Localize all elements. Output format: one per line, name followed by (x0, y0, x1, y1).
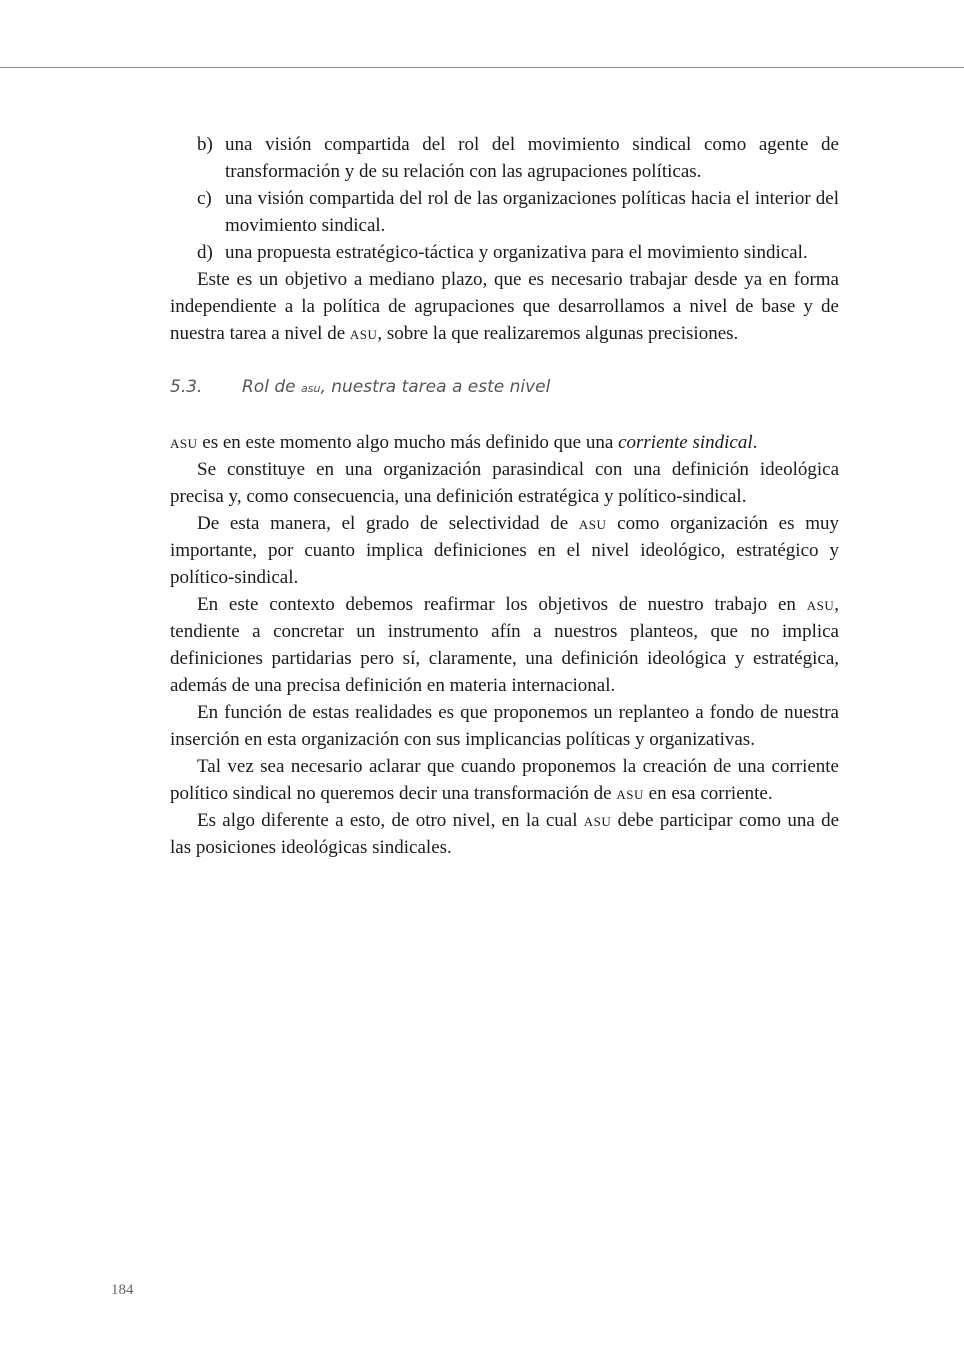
intro-paragraph (170, 266, 839, 347)
text-run: Rol de (242, 377, 301, 397)
text-run: , sobre la que realizaremos algunas precisiones. (377, 323, 739, 344)
paragraph-1 (170, 429, 839, 456)
acronym: asu (170, 432, 198, 453)
list-marker: d) (197, 242, 213, 263)
paragraph-4 (170, 591, 839, 699)
page-body (170, 131, 839, 861)
list-item-text: una visión compartida del rol del movimiento sindical como agente de transformación y de su relación con las agrupaciones políticas. (225, 134, 839, 182)
section-heading (170, 374, 839, 402)
text-run: Este es un objetivo a mediano plazo, que es necesario trabajar desde ya en forma independiente a la política de agrupaciones que desarrollamos a nivel de base y de nuestra tarea a nivel de (170, 269, 839, 344)
paragraph-5: En función de estas realidades es que proponemos un replanteo a fondo de nuestra inserción en esta organización con sus implicancias políticas y organizativas. (170, 702, 839, 750)
text-run: en esa corriente. (643, 783, 773, 804)
list-item-text: una visión compartida del rol de las organizaciones políticas hacia el interior del movimiento sindical. (225, 188, 839, 236)
paragraph-3 (170, 510, 839, 591)
list-marker: b) (197, 134, 213, 155)
italic-term: corriente sindical (618, 432, 753, 453)
text-run: es en este momento algo mucho más definido que una (197, 432, 619, 453)
paragraph-7 (170, 807, 839, 861)
header-rule (0, 67, 964, 68)
text-run: , nuestra tarea a este nivel (320, 377, 551, 397)
text-run: debe participar como una de las posiciones ideológicas sindicales. (170, 810, 840, 858)
text-run: como organización es muy importante, por cuanto implica definiciones en el nivel ideológico, estratégico y político-sindical. (170, 513, 839, 588)
list-item (170, 185, 839, 239)
page-number: 184 (111, 1282, 134, 1298)
acronym: asu (578, 513, 607, 534)
text-run: Tal vez sea necesario aclarar que cuando proponemos la creación de una corriente político sindical no queremos decir una transformación de (170, 756, 839, 804)
acronym: asu (806, 594, 835, 615)
acronym: asu (616, 783, 644, 804)
text-run: , tendiente a concretar un instrumento afín a nuestros planteos, que no implica definiciones partidarias pero sí, claramente, una definición ideológica y estratégica, además de una precisa definición en materia internacional. (170, 594, 839, 696)
acronym: asu (301, 382, 321, 395)
section-title (242, 374, 550, 402)
section-number: 5.3. (170, 377, 203, 397)
text-run: Es algo diferente a esto, de otro nivel, en la cual (197, 810, 584, 831)
text-run: . (752, 432, 758, 453)
acronym: asu (349, 323, 378, 344)
text-run: En este contexto debemos reafirmar los objetivos de nuestro trabajo en (197, 594, 807, 615)
paragraph-6 (170, 753, 839, 807)
text-run: De esta manera, el grado de selectividad de (197, 513, 579, 534)
list-marker: c) (197, 188, 212, 209)
list-item-text: una propuesta estratégico-táctica y organizativa para el movimiento sindical. (225, 242, 808, 263)
list-item (170, 131, 839, 185)
paragraph-2: Se constituye en una organización parasindical con una definición ideológica precisa y, como consecuencia, una definición estratégica y político-sindical. (170, 459, 839, 507)
acronym: asu (583, 810, 612, 831)
list-item (170, 239, 839, 266)
